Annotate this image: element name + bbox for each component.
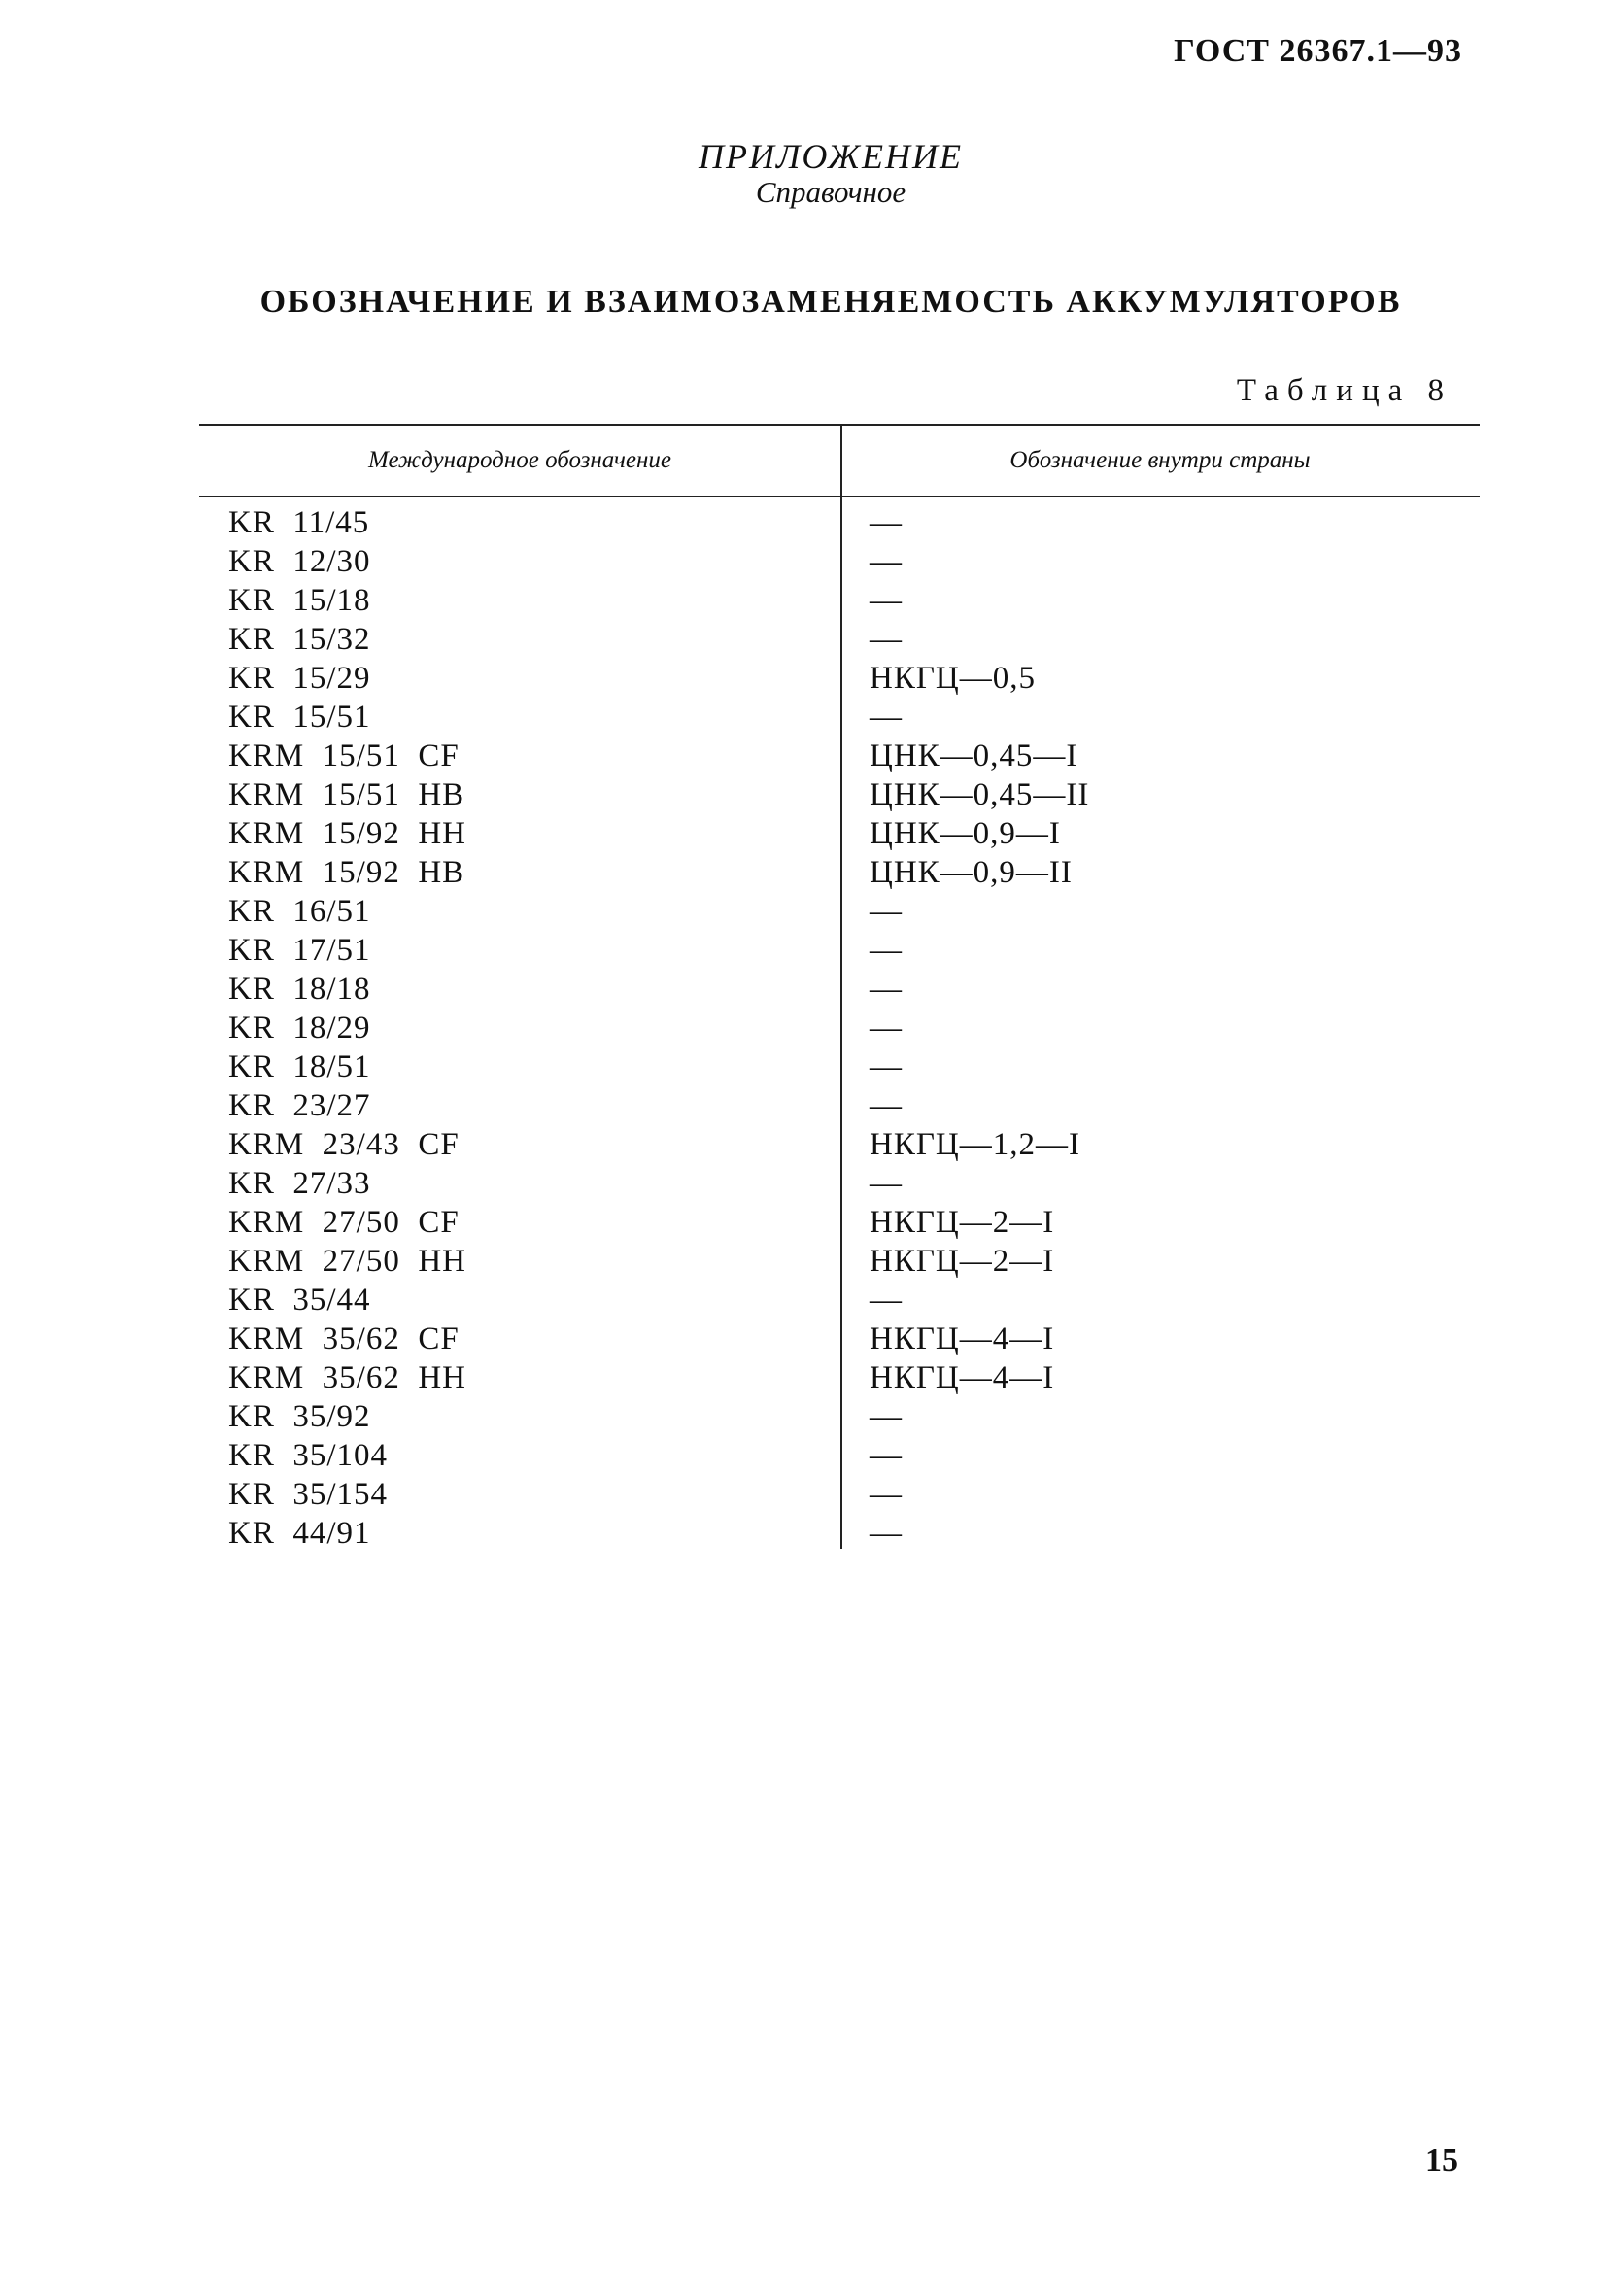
- table-row: [199, 1397, 1480, 1436]
- table-row: [199, 737, 1480, 775]
- cell-domestic: НКГЦ—2—I: [870, 1243, 1055, 1279]
- table-header: [199, 426, 1480, 496]
- cell-international: KR 16/51: [228, 893, 371, 929]
- cell-domestic: ЦНК—0,9—I: [870, 815, 1061, 851]
- header-international: Международное обозначение: [367, 447, 671, 473]
- header-domestic: Обозначение внутри страны: [1009, 447, 1311, 473]
- table-row: [199, 659, 1480, 698]
- table-row: [199, 775, 1480, 814]
- table-row: [199, 1281, 1480, 1319]
- page-title: ОБОЗНАЧЕНИЕ И ВЗАИМОЗАМЕНЯЕМОСТЬ АККУМУЛЯТОРОВ: [259, 284, 1402, 320]
- cell-international: KR 15/32: [228, 621, 371, 657]
- cell-domestic: —: [870, 971, 903, 1007]
- cell-domestic: —: [870, 1515, 903, 1551]
- cell-domestic: —: [870, 1010, 903, 1045]
- table-row: [199, 503, 1480, 542]
- cell-domestic: ЦНК—0,45—II: [870, 776, 1090, 812]
- table-row: [199, 542, 1480, 581]
- cell-international: KRM 27/50 CF: [228, 1204, 460, 1240]
- cell-international: KR 15/29: [228, 660, 371, 696]
- cell-international: KR 18/51: [228, 1048, 371, 1084]
- cell-international: KR 35/154: [228, 1476, 389, 1512]
- cell-domestic: —: [870, 621, 903, 657]
- cell-international: KRM 35/62 CF: [228, 1320, 460, 1356]
- cell-international: KR 35/44: [228, 1282, 371, 1318]
- cell-domestic: НКГЦ—4—I: [870, 1359, 1055, 1395]
- table-row: [199, 1319, 1480, 1358]
- cell-international: KRM 35/62 HH: [228, 1359, 467, 1395]
- table-row: [199, 931, 1480, 970]
- cell-domestic: —: [870, 932, 903, 968]
- cell-domestic: —: [870, 1087, 903, 1123]
- table-row: [199, 581, 1480, 620]
- column-divider: [840, 424, 842, 1549]
- cell-international: KR 27/33: [228, 1165, 371, 1201]
- cell-domestic: —: [870, 699, 903, 735]
- cell-domestic: —: [870, 1282, 903, 1318]
- table-row: [199, 1436, 1480, 1475]
- page-number: 15: [1425, 2142, 1458, 2178]
- designation-table: [199, 424, 1480, 1553]
- table-row: [199, 1164, 1480, 1203]
- table-row: [199, 814, 1480, 853]
- cell-international: KR 11/45: [228, 504, 370, 540]
- cell-domestic: —: [870, 1476, 903, 1512]
- cell-international: KRM 23/43 CF: [228, 1126, 460, 1162]
- cell-domestic: —: [870, 1398, 903, 1434]
- cell-international: KR 15/18: [228, 582, 371, 618]
- appendix-subtitle: Справочное: [755, 175, 906, 209]
- cell-domestic: ЦНК—0,9—II: [870, 854, 1073, 890]
- cell-domestic: —: [870, 1437, 903, 1473]
- cell-international: KR 35/92: [228, 1398, 371, 1434]
- cell-international: KR 18/29: [228, 1010, 371, 1045]
- table-row: [199, 1475, 1480, 1514]
- cell-domestic: —: [870, 543, 903, 579]
- cell-international: KRM 27/50 HH: [228, 1243, 467, 1279]
- table-row: [199, 1203, 1480, 1242]
- cell-international: KR 23/27: [228, 1087, 371, 1123]
- table-label: Таблица 8: [1236, 373, 1452, 408]
- table-row: [199, 1009, 1480, 1047]
- table-row: [199, 970, 1480, 1009]
- cell-domestic: —: [870, 504, 903, 540]
- cell-international: KR 15/51: [228, 699, 371, 735]
- table-row: [199, 620, 1480, 659]
- cell-international: KRM 15/51 CF: [228, 737, 460, 773]
- cell-international: KR 12/30: [228, 543, 371, 579]
- table-body: [199, 497, 1480, 1553]
- table-row: [199, 1047, 1480, 1086]
- cell-domestic: НКГЦ—1,2—I: [870, 1126, 1080, 1162]
- table-row: [199, 1514, 1480, 1553]
- cell-international: KRM 15/51 HB: [228, 776, 465, 812]
- cell-domestic: —: [870, 893, 903, 929]
- cell-domestic: НКГЦ—4—I: [870, 1320, 1055, 1356]
- cell-international: KRM 15/92 HH: [228, 815, 467, 851]
- table-row: [199, 853, 1480, 892]
- cell-domestic: —: [870, 1048, 903, 1084]
- cell-domestic: —: [870, 1165, 903, 1201]
- document-code: ГОСТ 26367.1—93: [1174, 33, 1462, 69]
- cell-domestic: НКГЦ—2—I: [870, 1204, 1055, 1240]
- table-row: [199, 892, 1480, 931]
- cell-domestic: ЦНК—0,45—I: [870, 737, 1078, 773]
- table-row: [199, 1242, 1480, 1281]
- cell-domestic: —: [870, 582, 903, 618]
- table-row: [199, 698, 1480, 737]
- appendix-title: ПРИЛОЖЕНИЕ: [699, 137, 963, 176]
- table-row: [199, 1086, 1480, 1125]
- cell-international: KR 35/104: [228, 1437, 389, 1473]
- table-row: [199, 1358, 1480, 1397]
- cell-international: KR 18/18: [228, 971, 371, 1007]
- cell-international: KR 44/91: [228, 1515, 371, 1551]
- cell-international: KRM 15/92 HB: [228, 854, 465, 890]
- table-row: [199, 1125, 1480, 1164]
- cell-domestic: НКГЦ—0,5: [870, 660, 1037, 696]
- cell-international: KR 17/51: [228, 932, 371, 968]
